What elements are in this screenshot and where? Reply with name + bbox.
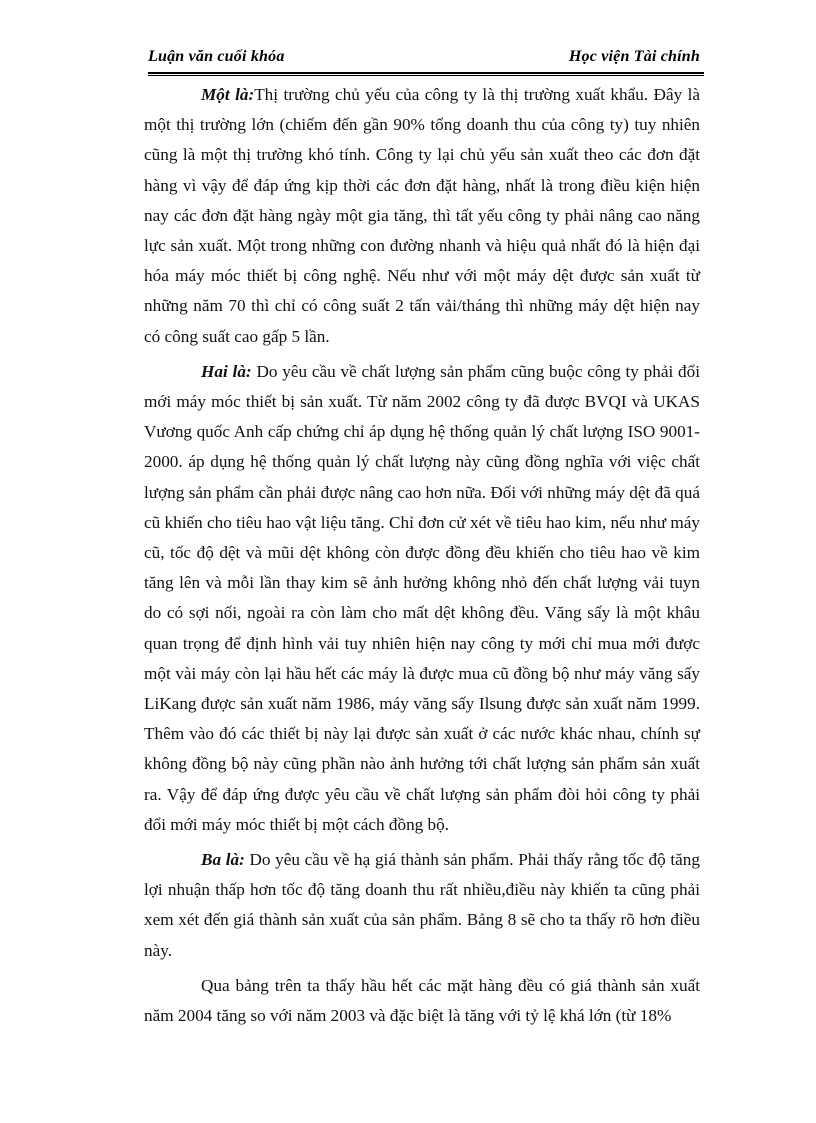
paragraph-text: Do yêu cầu về hạ giá thành sản phẩm. Phải thấy rằng tốc độ tăng lợi nhuận thấp hơn tốc độ tăng doanh thu rất nhiều,điều này khiến ta cũng phải xem xét đến giá thành sản xuất của sản phẩm. Bảng 8 sẽ cho ta thấy rõ hơn điều này. [144, 850, 700, 960]
page-header [148, 44, 700, 68]
paragraph-text: Thị trường chủ yếu của công ty là thị trường xuất khẩu. Đây là một thị trường lớn (chiếm đến gần 90% tổng doanh thu của công ty) tuy nhiên cũng là một thị trường khó tính. Công ty lại chủ yếu sản xuất theo các đơn đặt hàng vì vậy để đáp ứng kịp thời các đơn đặt hàng, nhất là trong điều kiện hiện nay các đơn đặt hàng ngày một gia tăng, thì tất yếu công ty phải nâng cao năng lực sản xuất. Một trong những con đường nhanh và hiệu quả nhất đó là hiện đại hóa máy móc thiết bị công nghệ. Nếu như với một máy dệt được sản xuất từ những năm 70 thì chỉ có công suất 2 tấn vải/tháng thì những máy dệt hiện nay có công suất cao gấp 5 lần. [144, 85, 700, 346]
paragraph-text: Qua bảng trên ta thấy hầu hết các mặt hàng đều có giá thành sản xuất năm 2004 tăng so với năm 2003 và đặc biệt là tăng với tỷ lệ khá lớn (từ 18% [144, 975, 700, 1026]
paragraph-lead: Hai là: [201, 361, 252, 381]
header-rule-thin [148, 75, 704, 76]
paragraph-text: Do yêu cầu về chất lượng sản phẩm cũng buộc công ty phải đổi mới máy móc thiết bị sản xuất. Từ năm 2002 công ty đã được BVQI và UKAS Vương quốc Anh cấp chứng chỉ áp dụng hệ thống quản lý chất lượng ISO 9001-2000. áp dụng hệ thống quản lý chất lượng này cũng đồng nghĩa với việc chất lượng sản phẩm cần phải được nâng cao hơn nữa. Đối với những máy dệt đã quá cũ khiến cho tiêu hao vật liệu tăng. Chỉ đơn cử xét về tiêu hao kim, nếu như máy cũ, tốc độ dệt và mũi dệt không còn được đồng đều khiến cho tiêu hao về kim tăng lên và mỗi lần thay kim sẽ ảnh hưởng không nhỏ đến chất lượng vải tuyn do có sợi nối, ngoài ra còn làm cho mất dệt không đều. Văng sấy là một khâu quan trọng để định hình vải tuy nhiên hiện nay công ty mới chỉ mua mới được một vài máy còn lại hầu hết các máy là được mua cũ đồng bộ như máy văng sấy LiKang được sản xuất năm 1986, máy văng sấy Ilsung được sản xuất năm 1999. Thêm vào đó các thiết bị này lại được sản xuất ở các nước khác nhau, chính sự không đồng bộ này cũng phần nào ảnh hưởng tới chất lượng sản phẩm sản xuất ra. Vậy để đáp ứng được yêu cầu về chất lượng sản phẩm đòi hỏi công ty phải đổi mới máy móc thiết bị một cách đồng bộ. [144, 361, 700, 834]
paragraph-hai-la [144, 357, 700, 840]
paragraph-mot-la [144, 80, 700, 352]
header-rule [148, 72, 704, 74]
paragraph-lead: Một là: [201, 85, 255, 104]
paragraph-qua-bang [144, 971, 700, 1031]
paragraph-ba-la [144, 845, 700, 966]
document-body [144, 80, 700, 1036]
header-thesis-title: Luận văn cuối khóa [148, 48, 285, 65]
header-institution: Học viện Tài chính [568, 48, 700, 65]
paragraph-lead: Ba là: [201, 850, 245, 870]
